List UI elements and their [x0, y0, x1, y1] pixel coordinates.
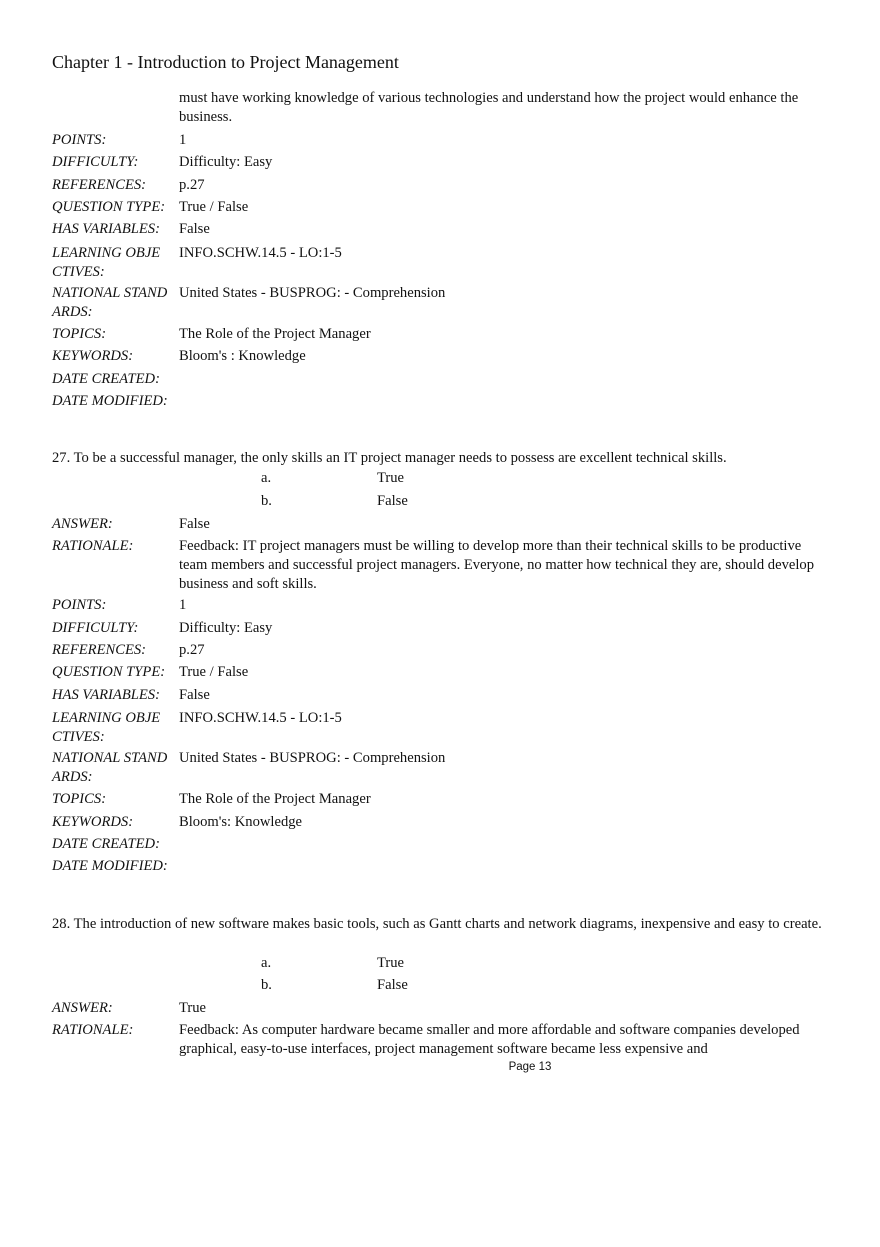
- learning-objectives-label: LEARNING OBJE CTIVES:: [52, 710, 161, 745]
- page-title: Chapter 1 - Introduction to Project Management: [52, 52, 399, 72]
- references-label: REFERENCES:: [52, 177, 147, 193]
- date-created-label: DATE CREATED:: [52, 836, 160, 852]
- points-value: 1: [179, 132, 187, 148]
- rationale-label: RATIONALE:: [52, 1022, 134, 1038]
- topics-label: TOPICS:: [52, 326, 107, 342]
- learning-objectives-value: INFO.SCHW.14.5 - LO:1-5: [179, 710, 342, 726]
- question-type-label: QUESTION TYPE:: [52, 199, 166, 215]
- rationale-value: Feedback: As computer hardware became smaller and more affordable and software companies developed graphical, easy-to-use interfaces, project management software became less expensive and: [179, 1022, 800, 1057]
- references-label: REFERENCES:: [52, 642, 147, 658]
- has-variables-label: HAS VARIABLES:: [52, 221, 160, 237]
- points-label: POINTS:: [52, 597, 107, 613]
- rationale-value: Feedback: IT project managers must be willing to develop more than their technical skills to be productive team members and successful project managers. Everyone, no matter how technical they are, should develop business and soft skills.: [179, 538, 815, 592]
- question-type-value: True / False: [179, 664, 249, 680]
- answer-label: ANSWER:: [52, 1000, 113, 1016]
- national-standards-value: United States - BUSPROG: - Comprehension: [179, 750, 446, 766]
- references-value: p.27: [179, 177, 205, 193]
- keywords-label: KEYWORDS:: [52, 814, 134, 830]
- learning-objectives-label: LEARNING OBJE CTIVES:: [52, 245, 161, 280]
- difficulty-label: DIFFICULTY:: [52, 620, 139, 636]
- answer-value: True: [179, 1000, 207, 1016]
- date-modified-label: DATE MODIFIED:: [52, 393, 168, 409]
- q28-question: 28. The introduction of new software makes basic tools, such as Gantt charts and network diagrams, inexpensive and easy to create.: [52, 916, 822, 932]
- keywords-label: KEYWORDS:: [52, 348, 134, 364]
- has-variables-label: HAS VARIABLES:: [52, 687, 160, 703]
- page-number: Page 13: [508, 1061, 552, 1073]
- answer-value: False: [179, 516, 210, 532]
- references-value: p.27: [179, 642, 205, 658]
- difficulty-value: Difficulty: Easy: [179, 154, 273, 170]
- topics-value: The Role of the Project Manager: [179, 326, 371, 342]
- date-modified-label: DATE MODIFIED:: [52, 858, 168, 874]
- q27-question: 27. To be a successful manager, the only skills an IT project manager needs to possess are excellent technical skills.: [52, 450, 727, 466]
- date-created-label: DATE CREATED:: [52, 371, 160, 387]
- keywords-value: Bloom's : Knowledge: [179, 348, 306, 364]
- difficulty-value: Difficulty: Easy: [179, 620, 273, 636]
- question-type-label: QUESTION TYPE:: [52, 664, 166, 680]
- has-variables-value: False: [179, 687, 210, 703]
- keywords-value: Bloom's: Knowledge: [179, 814, 303, 830]
- points-label: POINTS:: [52, 132, 107, 148]
- topics-value: The Role of the Project Manager: [179, 791, 371, 807]
- national-standards-label: NATIONAL STAND ARDS:: [52, 285, 168, 320]
- has-variables-value: False: [179, 221, 210, 237]
- rationale-label: RATIONALE:: [52, 538, 134, 554]
- difficulty-label: DIFFICULTY:: [52, 154, 139, 170]
- learning-objectives-value: INFO.SCHW.14.5 - LO:1-5: [179, 245, 342, 261]
- answer-label: ANSWER:: [52, 516, 113, 532]
- question-type-value: True / False: [179, 199, 249, 215]
- points-value: 1: [179, 597, 187, 613]
- national-standards-value: United States - BUSPROG: - Comprehension: [179, 285, 446, 301]
- national-standards-label: NATIONAL STAND ARDS:: [52, 750, 168, 785]
- topics-label: TOPICS:: [52, 791, 107, 807]
